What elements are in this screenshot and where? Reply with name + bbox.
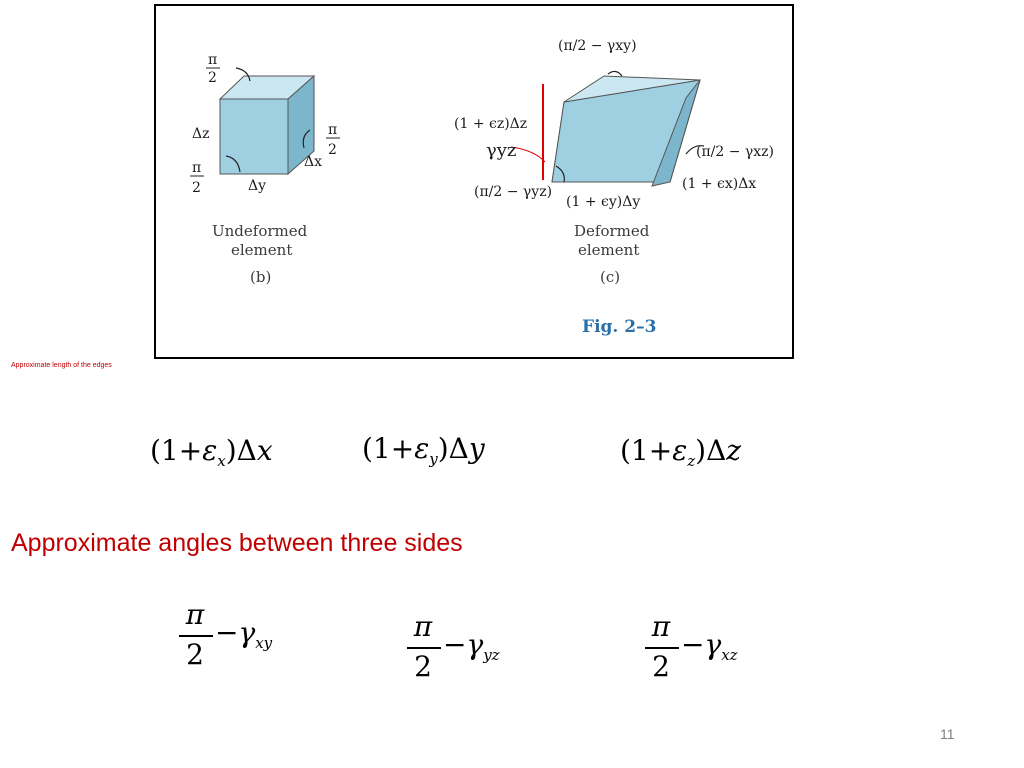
deformed-caption-2: element bbox=[578, 241, 640, 259]
angle-xz-numerator: π bbox=[651, 610, 671, 643]
length-y-open: (1+ bbox=[362, 432, 415, 465]
angle-xz-gamma: γ bbox=[704, 628, 722, 661]
angle-yz-subscript: yz bbox=[483, 646, 500, 664]
angle-xz-expression bbox=[643, 610, 783, 694]
length-z-subscript: z bbox=[687, 452, 696, 470]
deformed-top-angle: (π/2 − γxy) bbox=[558, 38, 637, 54]
angle-xy-expression bbox=[177, 598, 317, 682]
length-z-close: )Δ bbox=[695, 434, 727, 467]
undeformed-dy: Δy bbox=[248, 178, 267, 194]
length-x-epsilon: ε bbox=[202, 434, 218, 467]
figure-frame bbox=[154, 4, 794, 359]
undeformed-two-right: 2 bbox=[328, 142, 337, 158]
angle-xy-denominator: 2 bbox=[186, 638, 204, 671]
angle-xy-gamma: γ bbox=[238, 616, 256, 649]
angle-yz-denominator: 2 bbox=[414, 650, 432, 683]
length-z-open: (1+ bbox=[620, 434, 673, 467]
deformed-gamma-yz: γyz bbox=[486, 140, 517, 161]
angle-yz-fraction-bar bbox=[407, 647, 441, 649]
undeformed-two-top: 2 bbox=[208, 70, 217, 86]
angle-yz-expression bbox=[405, 610, 545, 694]
length-y-var: y bbox=[468, 432, 485, 465]
angle-yz-gamma: γ bbox=[466, 628, 484, 661]
deformed-right-length: (1 + ϵx)Δx bbox=[682, 176, 757, 192]
length-x-open: (1+ bbox=[150, 434, 203, 467]
length-z-var: z bbox=[726, 434, 742, 467]
deformed-bottom-angle: (π/2 − γyz) bbox=[474, 184, 553, 200]
deformed-cube bbox=[552, 76, 700, 186]
undeformed-dx: Δx bbox=[304, 154, 323, 170]
undeformed-dz: Δz bbox=[192, 126, 210, 142]
angle-yz-numerator: π bbox=[413, 610, 433, 643]
angle-xy-fraction-bar bbox=[179, 635, 213, 637]
undeformed-pi-right: π bbox=[328, 122, 338, 138]
undeformed-caption-2: element bbox=[231, 241, 293, 259]
edge-length-note: Approximate length of the edges bbox=[11, 362, 112, 369]
figure-title: Fig. 2–3 bbox=[582, 317, 657, 337]
length-y-subscript: y bbox=[429, 450, 438, 468]
undeformed-caption-1: Undeformed bbox=[212, 222, 308, 240]
deformed-right-angle: (π/2 − γxz) bbox=[696, 144, 775, 160]
undeformed-pi-left: π bbox=[192, 160, 202, 176]
undeformed-caption-tag: (b) bbox=[250, 268, 272, 286]
undeformed-pi-top: π bbox=[208, 52, 218, 68]
length-x-equation bbox=[150, 434, 273, 470]
angle-xz-subscript: xz bbox=[721, 646, 738, 664]
length-x-close: )Δ bbox=[225, 434, 257, 467]
angle-xy-minus: − bbox=[215, 616, 239, 649]
undeformed-two-left: 2 bbox=[192, 180, 201, 196]
length-y-close: )Δ bbox=[437, 432, 469, 465]
length-y-equation bbox=[362, 432, 485, 468]
length-z-equation bbox=[620, 434, 741, 470]
length-x-var: x bbox=[256, 434, 273, 467]
deformed-caption-tag: (c) bbox=[600, 268, 621, 286]
length-x-subscript: x bbox=[217, 452, 226, 470]
angle-xz-fraction-bar bbox=[645, 647, 679, 649]
angle-yz-minus: − bbox=[443, 628, 467, 661]
angle-xy-numerator: π bbox=[185, 598, 205, 631]
deformed-left-length: (1 + ϵz)Δz bbox=[454, 116, 528, 132]
page-number: 11 bbox=[940, 726, 955, 742]
angle-xz-denominator: 2 bbox=[652, 650, 670, 683]
length-y-epsilon: ε bbox=[414, 432, 430, 465]
angle-xy-subscript: xy bbox=[255, 634, 273, 652]
deformed-bottom-length: (1 + ϵy)Δy bbox=[566, 194, 641, 210]
angle-xz-minus: − bbox=[681, 628, 705, 661]
deformed-caption-1: Deformed bbox=[574, 222, 650, 240]
length-z-epsilon: ε bbox=[672, 434, 688, 467]
angles-heading: Approximate angles between three sides bbox=[11, 529, 463, 557]
strain-figure bbox=[156, 6, 792, 357]
